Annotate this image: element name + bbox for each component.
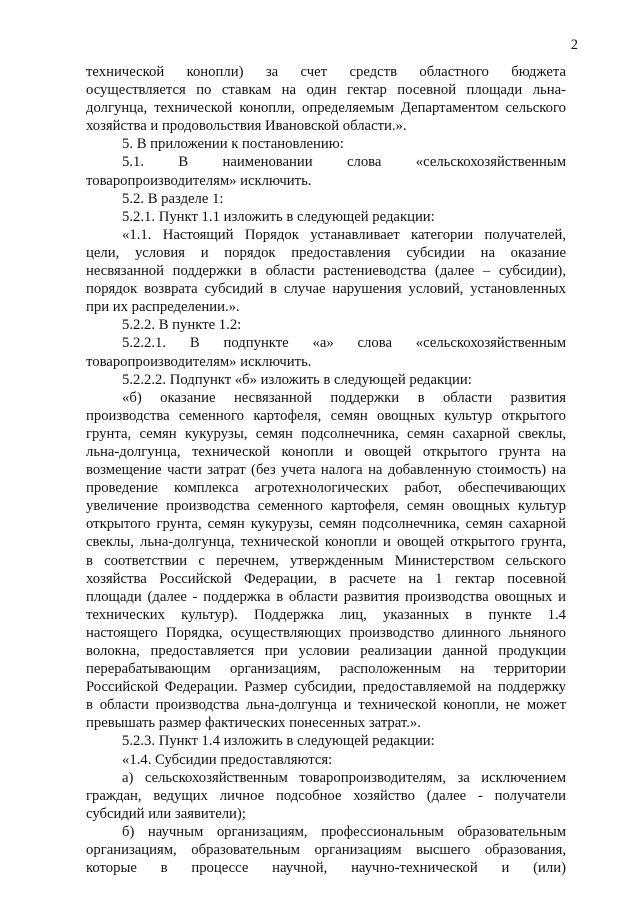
text-line: 5.2.2.2. Подпункт «б» изложить в следующей редакции: [122,371,472,388]
text-line: организациям, образовательным организациям высшего образования, [86,842,566,859]
text-line: несвязанной поддержки в области растениеводства (далее – субсидии), [86,263,566,280]
text-line: «1.4. Субсидии предоставляются: [122,751,333,768]
text-line: 5. В приложении к постановлению: [122,136,344,153]
text-line: б) научным организациям, профессиональным образовательным [122,823,566,840]
text-line: открытого грунта, семян кукурузы, семян подсолнечника, семян сахарной [86,516,566,533]
text-line: технической конопли) за счет средств областного бюджета [86,64,566,80]
text-line: увеличение производства семенного картофеля, семян овощных культур [86,498,566,515]
text-line: долгунца, технической конопли, определяемым Департаментом сельского [86,100,566,117]
text-line: волокна, предоставляется при условии реализации данной продукции [86,643,566,659]
text-line: возмещение части затрат (без учета налога на добавленную стоимость) на [86,462,566,479]
text-line: «1.1. Настоящий Порядок устанавливает категории получателей, [122,226,566,243]
text-line: в соответствии с перечнем, утвержденным Министерством сельского [86,552,566,569]
text-line: площади (далее - поддержка в области развития производства овощных и [86,588,566,605]
text-line: а) сельскохозяйственным товаропроизводителям, за исключением [122,769,566,786]
text-line: проведение комплекса агротехнологических работ, обеспечивающих [86,480,566,497]
text-line: порядок возврата субсидий в случае нарушения условий, установленных [86,281,566,298]
text-line: производства семенного картофеля, семян овощных культур открытого [86,407,566,424]
text-line: в области производства льна-долгунца и технической конопли, не может [86,697,566,714]
text-line: хозяйства Российской Федерации, в расчете на 1 гектар посевной [86,570,566,587]
text-line: товаропроизводителям» исключить. [86,353,312,370]
text-line: товаропроизводителям» исключить. [86,172,312,189]
text-line: цели, условия и порядок предоставления субсидии на оказание [86,244,566,261]
text-line: «б) оказание несвязанной поддержки в области развития [122,389,566,406]
text-line: льна-долгунца, технической конопли и овощей открытого грунта на [86,443,566,460]
text-line: осуществляется по ставкам на один гектар посевной площади льна- [86,82,566,99]
text-line: которые в процессе научной, научно-технической и (или) [86,860,566,877]
text-line: хозяйства и продовольствия Ивановской области.». [86,118,407,135]
text-line: при их распределении.». [86,299,240,316]
text-line: грунта, семян кукурузы, семян подсолнечника, семян сахарной свеклы, [86,425,566,442]
text-line: 5.2.2.1. В подпункте «а» слова «сельскохозяйственным [122,335,566,352]
text-line: свеклы, льна-долгунца, технической конопли и овощей открытого грунта, [86,534,566,551]
text-line: 5.1. В наименовании слова «сельскохозяйственным [122,154,566,171]
text-line: 5.2.1. Пункт 1.1 изложить в следующей редакции: [122,208,435,225]
text-line: 5.2.3. Пункт 1.4 изложить в следующей редакции: [122,733,435,750]
text-line: настоящего Порядка, осуществляющих производство длинного льняного [86,624,566,641]
text-line: граждан, ведущих личное подсобное хозяйство (далее - получатели [86,787,566,804]
text-line: технических культур). Поддержка лиц, указанных в пункте 1.4 [86,606,566,623]
text-line: 5.2.2. В пункте 1.2: [122,317,242,334]
text-line: перерабатывающим организациям, расположенным на территории [86,661,566,678]
text-line: превышать размер фактических понесенных затрат.». [86,715,421,732]
page-number: 2 [570,37,578,53]
text-line: субсидий или заявители); [86,805,246,822]
document-body [86,63,566,877]
text-line: Российской Федерации. Размер субсидии, предоставляемой на поддержку [86,679,566,696]
text-line: 5.2. В разделе 1: [122,190,224,207]
